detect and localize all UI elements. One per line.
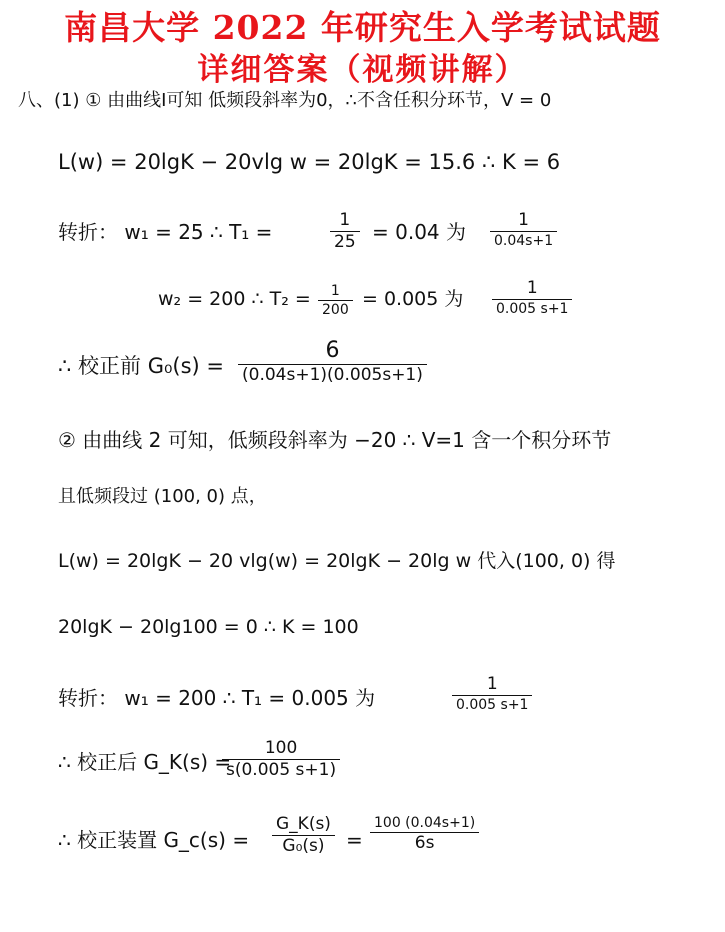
line-5-text-a: ∴ 校正前 G₀(s) = <box>58 354 225 378</box>
line-4-text-b: = 0.005 为 <box>362 288 464 310</box>
fraction-num: 6 <box>325 338 340 363</box>
fraction-num: 100 (0.04s+1) <box>374 815 476 831</box>
fraction-den: 200 <box>322 302 349 318</box>
line-7-text: 且低频段过 (100, 0) 点， <box>58 486 267 507</box>
exam-title: 南昌大学 2022 年研究生入学考试试题 <box>64 8 661 47</box>
fraction-num: 1 <box>526 278 538 298</box>
line-9-text: 20lgK − 20lg100 = 0 ∴ K = 100 <box>58 616 359 638</box>
fraction-tf-3 <box>452 676 532 712</box>
exam-subtitle: 详细答案（视频讲解） <box>197 52 528 88</box>
fraction-num: 1 <box>339 210 351 230</box>
fraction-den: G₀(s) <box>282 836 325 856</box>
fraction-gc-result <box>370 816 479 852</box>
fraction-num: G_K(s) <box>276 814 331 834</box>
line-3-text-b: = 0.04 为 <box>372 220 467 244</box>
line-3-text-a: 转折： w₁ = 25 ∴ T₁ = <box>58 220 273 244</box>
line-6-text: ② 由曲线 2 可知，低频段斜率为 −20 ∴ V=1 含一个积分环节 <box>58 428 612 452</box>
line-4-text-a: w₂ = 200 ∴ T₂ = <box>158 288 311 310</box>
fraction-num: 1 <box>330 283 340 299</box>
fraction-den: 6s <box>414 833 435 853</box>
fraction-den: s(0.005 s+1) <box>226 760 337 780</box>
line-12-text-a: ∴ 校正装置 G_c(s) = <box>58 828 250 852</box>
fraction-num: 1 <box>486 674 498 694</box>
fraction-g0 <box>238 340 427 384</box>
line-1-text: 八、(1) ① 由曲线Ⅰ可知 低频段斜率为0，∴不含任积分环节，V = 0 <box>18 90 552 111</box>
line-10-text-a: 转折： w₁ = 200 ∴ T₁ = 0.005 为 <box>58 686 376 710</box>
fraction-bar <box>452 695 532 696</box>
fraction-den: 0.005 s+1 <box>456 697 529 713</box>
line-8-text: L(w) = 20lgK − 20 vlg(w) = 20lgK − 20lg w 代入(100, 0) 得 <box>58 550 616 572</box>
fraction-t2 <box>318 284 353 317</box>
fraction-tf-2 <box>492 280 572 316</box>
fraction-num: 1 <box>518 210 529 230</box>
line-2-text: L(w) = 20lgK − 20vlg w = 20lgK = 15.6 ∴ K = 6 <box>58 150 561 174</box>
fraction-t1 <box>330 212 360 251</box>
fraction-gk <box>222 740 340 779</box>
line-11-text-a: ∴ 校正后 G_K(s) = <box>58 750 232 774</box>
fraction-gc <box>272 816 335 855</box>
fraction-den: 0.005 s+1 <box>496 301 569 317</box>
fraction-bar <box>490 231 557 232</box>
line-12-eq: = <box>346 828 363 852</box>
fraction-tf-1 <box>490 212 557 248</box>
fraction-den: 0.04s+1 <box>494 233 554 249</box>
fraction-den: (0.04s+1)(0.005s+1) <box>242 365 423 385</box>
fraction-bar <box>492 299 572 300</box>
fraction-den: 25 <box>334 232 356 252</box>
fraction-bar <box>318 300 353 301</box>
fraction-num: 100 <box>264 738 298 758</box>
